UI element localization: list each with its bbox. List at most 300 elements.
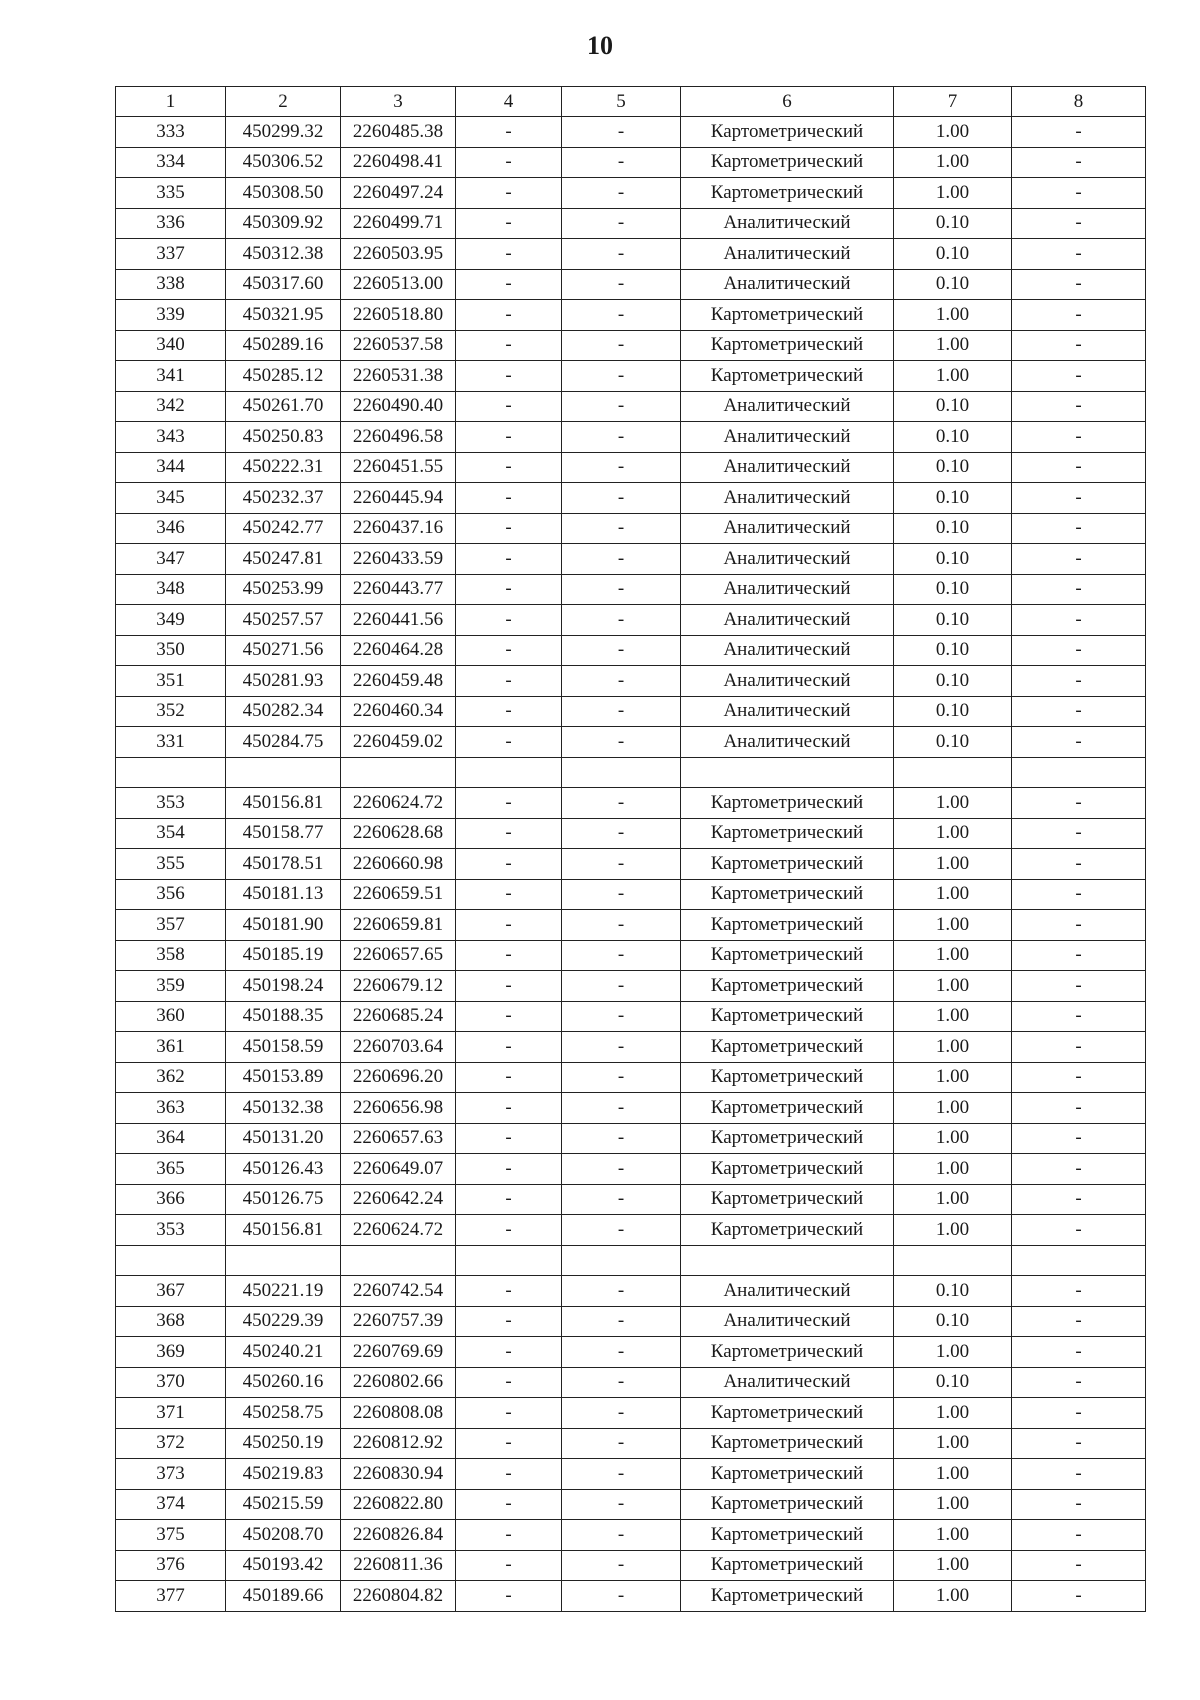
table-cell-col-8: -	[1012, 1398, 1146, 1429]
table-cell-col-2: 450253.99	[226, 574, 341, 605]
table-cell-col-6: Картометрический	[681, 1581, 894, 1612]
table-row	[116, 1428, 1146, 1459]
table-cell-col-5: -	[562, 1184, 681, 1215]
table-cell-col-4: -	[456, 1428, 562, 1459]
table-cell-col-6: Картометрический	[681, 940, 894, 971]
table-cell-col-8: -	[1012, 330, 1146, 361]
table-cell-col-6: Картометрический	[681, 330, 894, 361]
table-cell-col-6: Картометрический	[681, 879, 894, 910]
table-cell-col-4: -	[456, 1001, 562, 1032]
table-cell-col-1: 343	[116, 422, 226, 453]
table-cell-col-6: Картометрический	[681, 1520, 894, 1551]
table-cell-col-5: -	[562, 1306, 681, 1337]
table-row	[116, 696, 1146, 727]
table-cell-col-7: 1.00	[894, 971, 1012, 1002]
table-cell-col-3: 2260437.16	[341, 513, 456, 544]
table-cell-col-3	[341, 1245, 456, 1276]
table-cell-col-2: 450208.70	[226, 1520, 341, 1551]
table-cell-col-7: 0.10	[894, 239, 1012, 270]
table-cell-col-6: Аналитический	[681, 605, 894, 636]
table-row	[116, 1001, 1146, 1032]
table-cell-col-2: 450229.39	[226, 1306, 341, 1337]
table-cell-col-8: -	[1012, 910, 1146, 941]
table-cell-col-6	[681, 1245, 894, 1276]
table-cell-col-1: 353	[116, 788, 226, 819]
table-cell-col-6: Картометрический	[681, 1459, 894, 1490]
table-cell-col-3: 2260497.24	[341, 178, 456, 209]
table-cell-col-1: 331	[116, 727, 226, 758]
table-cell-col-6: Картометрический	[681, 910, 894, 941]
table-row	[116, 1123, 1146, 1154]
table-cell-col-5: -	[562, 300, 681, 331]
table-cell-col-5: -	[562, 574, 681, 605]
table-cell-col-8: -	[1012, 1459, 1146, 1490]
table-cell-col-5: -	[562, 1123, 681, 1154]
table-cell-col-8: -	[1012, 300, 1146, 331]
table-row	[116, 239, 1146, 270]
table-cell-col-4: -	[456, 1398, 562, 1429]
table-cell-col-4: -	[456, 1123, 562, 1154]
table-cell-col-6: Аналитический	[681, 422, 894, 453]
table-cell-col-8: -	[1012, 940, 1146, 971]
table-cell-col-3: 2260459.48	[341, 666, 456, 697]
table-cell-col-5: -	[562, 1459, 681, 1490]
column-header-1: 1	[116, 87, 226, 117]
table-cell-col-4: -	[456, 818, 562, 849]
table-row	[116, 1062, 1146, 1093]
header-row	[116, 87, 1146, 117]
table-cell-col-1: 336	[116, 208, 226, 239]
table-cell-col-6: Аналитический	[681, 1276, 894, 1307]
table-cell-col-8	[1012, 1245, 1146, 1276]
table-cell-col-2: 450222.31	[226, 452, 341, 483]
table-cell-col-1: 372	[116, 1428, 226, 1459]
table-cell-col-3: 2260628.68	[341, 818, 456, 849]
table-cell-col-8: -	[1012, 147, 1146, 178]
table-cell-col-7: 1.00	[894, 1520, 1012, 1551]
table-cell-col-1: 366	[116, 1184, 226, 1215]
table-cell-col-1: 361	[116, 1032, 226, 1063]
table-cell-col-1: 346	[116, 513, 226, 544]
table-cell-col-3: 2260441.56	[341, 605, 456, 636]
table-cell-col-8: -	[1012, 1093, 1146, 1124]
table-cell-col-8: -	[1012, 178, 1146, 209]
table-cell-col-4: -	[456, 330, 562, 361]
table-cell-col-8	[1012, 757, 1146, 788]
table-header	[116, 87, 1146, 117]
table-cell-col-4: -	[456, 1581, 562, 1612]
table-row	[116, 635, 1146, 666]
table-cell-col-5: -	[562, 544, 681, 575]
table-cell-col-8: -	[1012, 971, 1146, 1002]
table-cell-col-2: 450321.95	[226, 300, 341, 331]
table-cell-col-2: 450198.24	[226, 971, 341, 1002]
table-cell-col-3: 2260624.72	[341, 1215, 456, 1246]
table-cell-col-6: Картометрический	[681, 1032, 894, 1063]
table-cell-col-2: 450299.32	[226, 117, 341, 148]
table-row	[116, 208, 1146, 239]
table-cell-col-5: -	[562, 178, 681, 209]
table-cell-col-2: 450258.75	[226, 1398, 341, 1429]
table-cell-col-7: 1.00	[894, 178, 1012, 209]
table-cell-col-1: 375	[116, 1520, 226, 1551]
table-cell-col-1: 374	[116, 1489, 226, 1520]
table-cell-col-8: -	[1012, 818, 1146, 849]
table-cell-col-5: -	[562, 1062, 681, 1093]
table-cell-col-5: -	[562, 1489, 681, 1520]
table-cell-col-2	[226, 1245, 341, 1276]
table-cell-col-4: -	[456, 361, 562, 392]
table-cell-col-6: Аналитический	[681, 513, 894, 544]
table-cell-col-3: 2260656.98	[341, 1093, 456, 1124]
table-row	[116, 1184, 1146, 1215]
table-cell-col-4: -	[456, 117, 562, 148]
table-cell-col-4: -	[456, 269, 562, 300]
table-row	[116, 1581, 1146, 1612]
table-cell-col-8: -	[1012, 1032, 1146, 1063]
table-cell-col-4: -	[456, 513, 562, 544]
table-cell-col-4: -	[456, 1276, 562, 1307]
table-cell-col-4: -	[456, 574, 562, 605]
table-cell-col-1: 362	[116, 1062, 226, 1093]
table-cell-col-2: 450242.77	[226, 513, 341, 544]
table-cell-col-8: -	[1012, 666, 1146, 697]
table-cell-col-2: 450188.35	[226, 1001, 341, 1032]
table-cell-col-2: 450181.13	[226, 879, 341, 910]
table-cell-col-8: -	[1012, 635, 1146, 666]
table-cell-col-7: 1.00	[894, 1550, 1012, 1581]
table-cell-col-3: 2260657.63	[341, 1123, 456, 1154]
table-cell-col-7: 0.10	[894, 605, 1012, 636]
table-cell-col-1: 335	[116, 178, 226, 209]
table-cell-col-7: 0.10	[894, 635, 1012, 666]
table-row	[116, 1489, 1146, 1520]
table-cell-col-6: Картометрический	[681, 1337, 894, 1368]
table-cell-col-1	[116, 757, 226, 788]
table-row	[116, 483, 1146, 514]
table-cell-col-5: -	[562, 696, 681, 727]
table-cell-col-2: 450156.81	[226, 1215, 341, 1246]
table-cell-col-4: -	[456, 452, 562, 483]
table-cell-col-8: -	[1012, 1306, 1146, 1337]
table-cell-col-6: Аналитический	[681, 452, 894, 483]
table-row	[116, 300, 1146, 331]
table-cell-col-1: 337	[116, 239, 226, 270]
table-cell-col-5: -	[562, 1550, 681, 1581]
table-cell-col-7: 1.00	[894, 1459, 1012, 1490]
table-cell-col-8: -	[1012, 879, 1146, 910]
table-cell-col-6: Аналитический	[681, 1367, 894, 1398]
table-cell-col-6: Аналитический	[681, 391, 894, 422]
table-cell-col-6: Аналитический	[681, 727, 894, 758]
table-cell-col-1: 352	[116, 696, 226, 727]
table-cell-col-5: -	[562, 513, 681, 544]
table-cell-col-4: -	[456, 483, 562, 514]
table-cell-col-6: Картометрический	[681, 1184, 894, 1215]
table-cell-col-8: -	[1012, 391, 1146, 422]
table-cell-col-3: 2260685.24	[341, 1001, 456, 1032]
table-cell-col-7: 0.10	[894, 574, 1012, 605]
table-cell-col-1: 342	[116, 391, 226, 422]
table-cell-col-5: -	[562, 1032, 681, 1063]
table-cell-col-2: 450126.75	[226, 1184, 341, 1215]
table-cell-col-4: -	[456, 239, 562, 270]
table-row	[116, 1306, 1146, 1337]
table-cell-col-7: 1.00	[894, 1428, 1012, 1459]
table-cell-col-1: 357	[116, 910, 226, 941]
table-row	[116, 788, 1146, 819]
table-cell-col-2: 450158.59	[226, 1032, 341, 1063]
table-cell-col-1: 348	[116, 574, 226, 605]
table-cell-col-4: -	[456, 300, 562, 331]
table-row	[116, 971, 1146, 1002]
table-cell-col-8: -	[1012, 1154, 1146, 1185]
table-cell-col-3: 2260811.36	[341, 1550, 456, 1581]
table-cell-col-7: 0.10	[894, 1367, 1012, 1398]
table-cell-col-6: Аналитический	[681, 696, 894, 727]
table-cell-col-2: 450285.12	[226, 361, 341, 392]
table-cell-col-3: 2260460.34	[341, 696, 456, 727]
table-cell-col-7: 0.10	[894, 544, 1012, 575]
table-cell-col-6: Аналитический	[681, 239, 894, 270]
table-cell-col-7: 1.00	[894, 1337, 1012, 1368]
table-cell-col-8: -	[1012, 361, 1146, 392]
table-cell-col-7: 0.10	[894, 1306, 1012, 1337]
table-cell-col-8: -	[1012, 1520, 1146, 1551]
table-cell-col-7: 1.00	[894, 300, 1012, 331]
table-row	[116, 1215, 1146, 1246]
table-cell-col-5: -	[562, 117, 681, 148]
table-cell-col-2: 450281.93	[226, 666, 341, 697]
table-cell-col-1: 368	[116, 1306, 226, 1337]
table-cell-col-6: Картометрический	[681, 1428, 894, 1459]
column-header-4: 4	[456, 87, 562, 117]
column-header-8: 8	[1012, 87, 1146, 117]
table-cell-col-3: 2260659.51	[341, 879, 456, 910]
table-cell-col-2: 450221.19	[226, 1276, 341, 1307]
table-row	[116, 147, 1146, 178]
table-cell-col-5: -	[562, 1520, 681, 1551]
table-cell-col-3: 2260822.80	[341, 1489, 456, 1520]
table-cell-col-8: -	[1012, 696, 1146, 727]
table-cell-col-8: -	[1012, 513, 1146, 544]
table-cell-col-4: -	[456, 940, 562, 971]
table-row	[116, 574, 1146, 605]
table-cell-col-7: 0.10	[894, 666, 1012, 697]
separator-row	[116, 1245, 1146, 1276]
table-row	[116, 1550, 1146, 1581]
table-cell-col-1	[116, 1245, 226, 1276]
table-cell-col-5: -	[562, 422, 681, 453]
table-cell-col-6: Картометрический	[681, 361, 894, 392]
table-cell-col-6: Картометрический	[681, 1093, 894, 1124]
table-cell-col-6: Картометрический	[681, 849, 894, 880]
table-row	[116, 1398, 1146, 1429]
table-cell-col-8: -	[1012, 452, 1146, 483]
table-cell-col-7: 0.10	[894, 452, 1012, 483]
table-cell-col-8: -	[1012, 269, 1146, 300]
table-cell-col-8: -	[1012, 1489, 1146, 1520]
table-cell-col-5: -	[562, 391, 681, 422]
table-body	[116, 117, 1146, 1612]
table-cell-col-5: -	[562, 208, 681, 239]
table-cell-col-7	[894, 757, 1012, 788]
table-cell-col-6: Аналитический	[681, 544, 894, 575]
table-cell-col-7: 1.00	[894, 1489, 1012, 1520]
table-cell-col-4: -	[456, 422, 562, 453]
table-cell-col-3: 2260703.64	[341, 1032, 456, 1063]
table-cell-col-1: 371	[116, 1398, 226, 1429]
table-cell-col-4: -	[456, 1154, 562, 1185]
table-cell-col-6: Картометрический	[681, 1215, 894, 1246]
table-cell-col-3: 2260657.65	[341, 940, 456, 971]
table-row	[116, 940, 1146, 971]
table-cell-col-2: 450153.89	[226, 1062, 341, 1093]
table-cell-col-7: 1.00	[894, 788, 1012, 819]
table-cell-col-7: 1.00	[894, 940, 1012, 971]
table-cell-col-8: -	[1012, 727, 1146, 758]
table-cell-col-5: -	[562, 818, 681, 849]
table-cell-col-3: 2260459.02	[341, 727, 456, 758]
table-cell-col-3: 2260742.54	[341, 1276, 456, 1307]
table-cell-col-6: Картометрический	[681, 117, 894, 148]
table-cell-col-8: -	[1012, 1062, 1146, 1093]
table-cell-col-1: 345	[116, 483, 226, 514]
table-cell-col-7: 0.10	[894, 391, 1012, 422]
table-cell-col-1: 363	[116, 1093, 226, 1124]
table-cell-col-1: 349	[116, 605, 226, 636]
table-cell-col-4: -	[456, 849, 562, 880]
table-cell-col-7: 1.00	[894, 1581, 1012, 1612]
table-cell-col-4: -	[456, 147, 562, 178]
table-cell-col-6: Картометрический	[681, 178, 894, 209]
table-cell-col-4: -	[456, 727, 562, 758]
table-cell-col-5: -	[562, 1337, 681, 1368]
table-cell-col-3: 2260802.66	[341, 1367, 456, 1398]
table-cell-col-4: -	[456, 1032, 562, 1063]
table-cell-col-5: -	[562, 910, 681, 941]
table-cell-col-5: -	[562, 1367, 681, 1398]
table-cell-col-4	[456, 1245, 562, 1276]
page-number: 10	[587, 31, 613, 60]
table-cell-col-4: -	[456, 1062, 562, 1093]
table-cell-col-7: 0.10	[894, 696, 1012, 727]
table-cell-col-6: Аналитический	[681, 269, 894, 300]
table-cell-col-3: 2260826.84	[341, 1520, 456, 1551]
table-cell-col-6	[681, 757, 894, 788]
table-cell-col-1: 376	[116, 1550, 226, 1581]
table-cell-col-2: 450271.56	[226, 635, 341, 666]
table-cell-col-8: -	[1012, 544, 1146, 575]
table-cell-col-2: 450132.38	[226, 1093, 341, 1124]
table-row	[116, 178, 1146, 209]
table-cell-col-1: 364	[116, 1123, 226, 1154]
table-row	[116, 1154, 1146, 1185]
table-cell-col-3: 2260498.41	[341, 147, 456, 178]
table-cell-col-6: Картометрический	[681, 971, 894, 1002]
table-cell-col-2: 450309.92	[226, 208, 341, 239]
table-row	[116, 391, 1146, 422]
table-cell-col-7: 0.10	[894, 422, 1012, 453]
table-cell-col-7: 1.00	[894, 910, 1012, 941]
table-cell-col-4: -	[456, 1215, 562, 1246]
table-cell-col-3: 2260485.38	[341, 117, 456, 148]
coordinates-table	[115, 86, 1146, 1612]
table-row	[116, 269, 1146, 300]
table-cell-col-2: 450312.38	[226, 239, 341, 270]
table-cell-col-5: -	[562, 1581, 681, 1612]
table-row	[116, 117, 1146, 148]
table-cell-col-1: 355	[116, 849, 226, 880]
table-cell-col-8: -	[1012, 1184, 1146, 1215]
table-cell-col-8: -	[1012, 1337, 1146, 1368]
table-cell-col-3: 2260642.24	[341, 1184, 456, 1215]
table-cell-col-6: Аналитический	[681, 635, 894, 666]
table-cell-col-6: Картометрический	[681, 1398, 894, 1429]
table-cell-col-5: -	[562, 849, 681, 880]
table-cell-col-3: 2260696.20	[341, 1062, 456, 1093]
table-cell-col-7: 1.00	[894, 1215, 1012, 1246]
table-cell-col-1: 369	[116, 1337, 226, 1368]
table-cell-col-8: -	[1012, 788, 1146, 819]
table-cell-col-3: 2260649.07	[341, 1154, 456, 1185]
table-cell-col-7: 0.10	[894, 1276, 1012, 1307]
table-cell-col-8: -	[1012, 1001, 1146, 1032]
table-cell-col-2: 450284.75	[226, 727, 341, 758]
table-cell-col-5: -	[562, 1001, 681, 1032]
column-header-7: 7	[894, 87, 1012, 117]
table-cell-col-3: 2260769.69	[341, 1337, 456, 1368]
table-cell-col-1: 351	[116, 666, 226, 697]
table-cell-col-3: 2260624.72	[341, 788, 456, 819]
table-cell-col-1: 356	[116, 879, 226, 910]
table-cell-col-7: 0.10	[894, 208, 1012, 239]
table-cell-col-3: 2260679.12	[341, 971, 456, 1002]
table-cell-col-8: -	[1012, 483, 1146, 514]
table-cell-col-8: -	[1012, 117, 1146, 148]
table-cell-col-7: 0.10	[894, 483, 1012, 514]
table-cell-col-2: 450215.59	[226, 1489, 341, 1520]
table-cell-col-7: 1.00	[894, 1398, 1012, 1429]
table-cell-col-7: 1.00	[894, 117, 1012, 148]
table-row	[116, 361, 1146, 392]
table-cell-col-2: 450131.20	[226, 1123, 341, 1154]
table-cell-col-7: 1.00	[894, 147, 1012, 178]
table-cell-col-2: 450250.83	[226, 422, 341, 453]
table-cell-col-6: Картометрический	[681, 818, 894, 849]
table-cell-col-5: -	[562, 239, 681, 270]
table-cell-col-8: -	[1012, 422, 1146, 453]
table-cell-col-2: 450306.52	[226, 147, 341, 178]
table-cell-col-8: -	[1012, 1581, 1146, 1612]
table-cell-col-4	[456, 757, 562, 788]
table-cell-col-3: 2260503.95	[341, 239, 456, 270]
table-cell-col-3: 2260451.55	[341, 452, 456, 483]
table-cell-col-6: Картометрический	[681, 1123, 894, 1154]
table-cell-col-2: 450178.51	[226, 849, 341, 880]
table-cell-col-6: Картометрический	[681, 1154, 894, 1185]
table-cell-col-2: 450257.57	[226, 605, 341, 636]
table-row	[116, 1520, 1146, 1551]
table-row	[116, 727, 1146, 758]
table-cell-col-1: 334	[116, 147, 226, 178]
table-row	[116, 330, 1146, 361]
table-cell-col-2: 450260.16	[226, 1367, 341, 1398]
table-cell-col-5: -	[562, 361, 681, 392]
table-row	[116, 513, 1146, 544]
table-cell-col-8: -	[1012, 239, 1146, 270]
table-cell-col-1: 365	[116, 1154, 226, 1185]
